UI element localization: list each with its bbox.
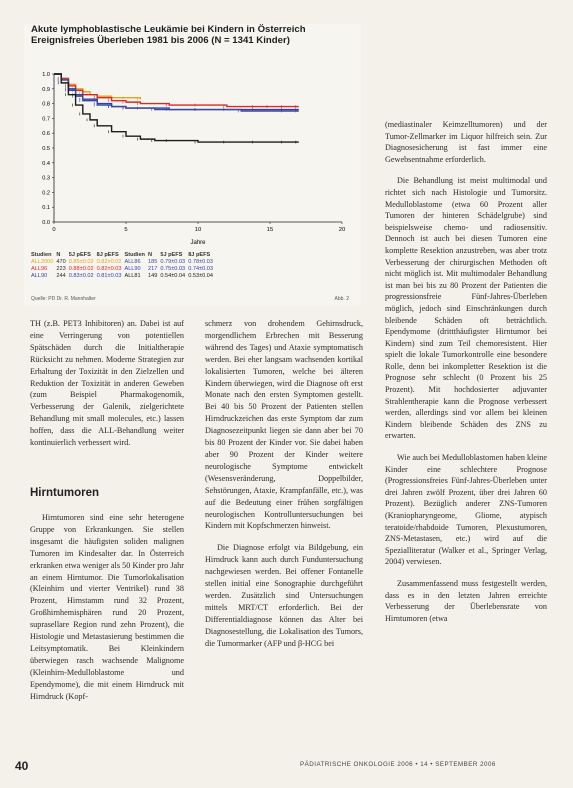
y-tick-label: 0.0 — [42, 220, 50, 226]
y-tick-label: 0.4 — [42, 160, 50, 167]
table-cell: 0.78±0.03 — [188, 259, 214, 265]
table-cell: 217 — [147, 266, 158, 272]
left-column-bottom — [30, 512, 184, 703]
table-header-row — [31, 252, 216, 259]
table-cell: 0.88±0.02 — [68, 266, 94, 272]
series-line-all81 — [54, 74, 299, 142]
table-cell: 0.81±0.03 — [96, 273, 122, 279]
figure-title — [31, 24, 306, 46]
y-tick-label: 0.2 — [42, 190, 50, 197]
table-cell: 470 — [56, 259, 66, 265]
table-cell: 0.79±0.03 — [160, 259, 186, 265]
table-cell: 0.54±0.04 — [160, 273, 186, 279]
x-tick-label: 10 — [194, 227, 202, 233]
y-tick-label: 0.3 — [42, 175, 50, 182]
table-cell: ALL86 — [124, 259, 141, 265]
x-tick-label: 20 — [338, 227, 346, 233]
table-header-cell: 8J pEFS — [96, 252, 119, 258]
table-header-cell: Studien — [31, 252, 52, 258]
middle-paragraph-2: Die Diagnose erfolgt via Bildgebung, ein Hirndruck kann auch durch Funduntersuchung nachgewiesen werden. Bei offener Fontanelle stellen initial eine Sonographie durchgeführt werden. Zusätzlich sind Untersuchungen mittels MRT/CT erforderlich. Bei der Differentialdiagnose können das Alter bei Diagnosestellung, die Lokalisation des Tumors, die Tumormarker (AFP und β-HCG bei — [205, 543, 363, 648]
table-cell: 0.74±0.03 — [188, 266, 214, 272]
series-line-all96 — [54, 74, 299, 107]
x-tick-label: 5 — [124, 227, 128, 233]
table-cell: ALL2000 — [31, 259, 54, 265]
table-cell: 0.75±0.03 — [160, 266, 186, 272]
study-table — [31, 252, 216, 280]
x-tick-label: 0 — [52, 227, 56, 233]
right-paragraph-2: Die Behandlung ist meist multimodal und richtet sich nach Histologie und Tumorsitz. Medulloblastome (etwa 60 Prozent aller Tumoren der hinteren Schädelgrube) sind beispielsweise chemo- und radiosensitiv. Dennoch ist auch bei diesen Tumoren eine komplette Resektion anzustreben, was aber trotz Verbesserung der chirurgischen Methoden oft nicht möglich ist. Mit multimodaler Behandlung ist man bei bis zu 80 Prozent der Patienten die progressionsfreie Fünf-Jahres-Überleben möglich, jedoch sind Einschränkungen durch bleibende Schäden oft beträchtlich. Ependymome (drittthäufigster Hirntumor bei Kindern) sind zum Teil chemoresistent. Hier spielt die lokale Tumorkontrolle eine besondere Rolle, denn bei inkompletter Resektion ist die Prognose sehr schlecht (0 Prozent bis 25 Prozent). Mit hochdosierter adjuvanter Strahlentherapie kann die Prognose verbessert werden, allerdings sind vor allem bei kleinen Kindern bleibende Schäden des ZNS zu erwarten. — [385, 176, 547, 441]
table-cell: 0.85±0.02 — [68, 259, 94, 265]
table-cell: 0.82±0.02 — [96, 259, 122, 265]
table-cell: 244 — [56, 273, 66, 279]
table-header-cell: N — [147, 252, 153, 258]
table-header-cell: N — [56, 252, 61, 258]
table-cell: 0.82±0.03 — [96, 266, 122, 272]
y-tick-label: 1.0 — [42, 72, 50, 78]
table-cell: ALL81 — [124, 273, 141, 279]
left-paragraph-2: Hirntumoren sind eine sehr heterogene Gruppe von Erkrankungen. Sie stellen insgesamt die häufigsten soliden malignen Tumoren im Kindesalter dar. In Österreich erkranken etwa weniger als 50 Kinder pro Jahr an einem Hirntumor. Die Tumorlokalisation (Kleinhirn und vierter Ventrikel) rund 38 Prozent, Hirnstamm rund 32 Prozent, Großhirnhemisphären rund 20 Prozent, suprasellare Region rund zehn Prozent), die Histologie und Metastasierung bestimmen die Leitsymptomatik. Bei Kleinkindern überwiegen rasch wachsende Malignome (Kleinhirn-Medulloblastome und Ependymome), die mit einem Hirndruck mit Hirndruck (Kopf- — [30, 513, 184, 701]
figure-label: Abb. 2 — [334, 296, 349, 302]
right-paragraph-1: (mediastinaler Keimzelltumoren) und der Tumor-Zellmarker im Liquor hilfreich sein. Zur Diagnosesicherung ist fast immer eine Gewebsentnahme erforderlich. — [385, 120, 547, 164]
x-tick-labels — [52, 222, 345, 233]
table-header-cell: 5J pEFS — [160, 252, 183, 258]
right-paragraph-4: Zusammenfassend muss festgestellt werden, dass es in den letzten Jahren erreichte Verbesserung der Überlebensrate von Hirntumoren (etwa — [385, 578, 547, 623]
series-line-all90 — [54, 74, 299, 110]
middle-paragraph-1: schmerz von drohendem Gehirnsdruck, morgendlichem Erbrechen mit Besserung während des Tages) und Ataxie symptomatisch werden. Bei eher langsam wachsenden kortikal lokalisierten Tumoren, welche bei älteren Kindern überwiegen, wird die Diagnose oft erst Monate nach den ersten Symptomen gestellt. Bei 40 bis 50 Prozent der Patienten stellen Hirndruckzeichen das erste Symptom dar zum Diagnosezeitpunkt liegen sie dann aber bei 70 bis 80 Prozent der Kinder vor. Sie dabei haben aber 90 Prozent der Kinder weitere neurologische Symptome entwickelt (Wesensveränderung, Doppelbilder, Sehstörungen, Ataxie, Krampfanfälle, etc.), was auf die Bedeutung einer frühen sorgfältigen neurologischen Kontrolluntersuchungen bei Kindern mit Kopfschmerzen hinweist. — [205, 319, 363, 531]
table-cell: ALL90 — [124, 266, 141, 272]
y-tick-labels — [42, 72, 54, 226]
x-tick-label: 15 — [266, 227, 274, 233]
series-lines — [54, 74, 299, 143]
figure-source: Quelle: PD Dr. R. Mannhalter — [31, 296, 96, 302]
y-tick-label: 0.9 — [42, 86, 50, 93]
table-cell: 0.83±0.02 — [68, 273, 94, 279]
table-cell: 223 — [56, 266, 66, 272]
y-tick-label: 0.1 — [42, 205, 50, 212]
table-cell: 0.53±0.04 — [188, 273, 214, 279]
right-paragraph-3: Wie auch bei Medulloblastomen haben kleine Kinder eine schlechtere Prognose (Progressionsfreies Fünf-Jahres-Überleben unter drei Jahren zwölf Prozent, über drei Jahren 60 Prozent). Bezüglich anderer ZNS-Tumoren (Kraniopharyngeome, Gliome, atypisch teratoide/rhabdoide Tumoren, Plexustumoren, ZNS-Metastasen, etc.) wird auf die Spezialliteratur (Walker et al., Springer Verlag, 2004) verwiesen. — [385, 453, 547, 567]
y-tick-label: 0.6 — [42, 131, 50, 138]
table-cell: 149 — [147, 273, 158, 279]
table-header-cell: 8J pEFS — [188, 252, 211, 258]
table-cell: 185 — [147, 259, 158, 265]
y-tick-label: 0.8 — [42, 101, 50, 108]
table-cell: ALL90 — [31, 273, 48, 279]
survival-chart — [24, 68, 361, 248]
middle-column — [205, 318, 363, 649]
table-cell: ALL96 — [31, 266, 48, 272]
section-heading-hirntumoren: Hirntumoren — [30, 487, 99, 499]
page-footer: PÄDIATRISCHE ONKOLOGIE 2006 • 14 • SEPTEMBER 2006 — [300, 761, 496, 768]
table-row — [31, 259, 216, 266]
page-number: 40 — [15, 759, 29, 773]
y-tick-label: 0.7 — [42, 116, 50, 123]
x-axis-label: Jahre — [190, 240, 206, 246]
left-column-top — [30, 318, 184, 449]
table-row — [31, 273, 216, 280]
table-header-cell: 5J pEFS — [68, 252, 91, 258]
table-header-cell: Studien — [124, 252, 145, 258]
table-row — [31, 266, 216, 273]
figure-title-line2: Ereignisfreies Überleben 1981 bis 2006 (N = 1341 Kinder) — [31, 35, 290, 46]
figure-title-line1: Akute lymphoblastische Leukämie bei Kindern in Österreich — [31, 24, 306, 35]
y-tick-label: 0.5 — [42, 146, 50, 152]
right-column — [385, 119, 547, 624]
figure-panel — [24, 24, 361, 306]
left-paragraph-1: TH (z.B. PET3 Inhibitoren) an. Dabei ist auf eine Verringerung von potentiellen Spätschäden durch die Initialtherapie Rücksicht zu nehmen. Moderne Strategien zur Erhaltung der Toxizität in den Zielzellen und Reduktion der Toxizität in anderen Geweben (zum Beispiel Pharmakogenomik, Verbesserung der Galenik, zielgerichtete Behandlung mit small molecules, etc.) lassen hoffen, dass die ALL-Behandlung weiter kontinuierlich verbessert wird. — [30, 319, 184, 448]
